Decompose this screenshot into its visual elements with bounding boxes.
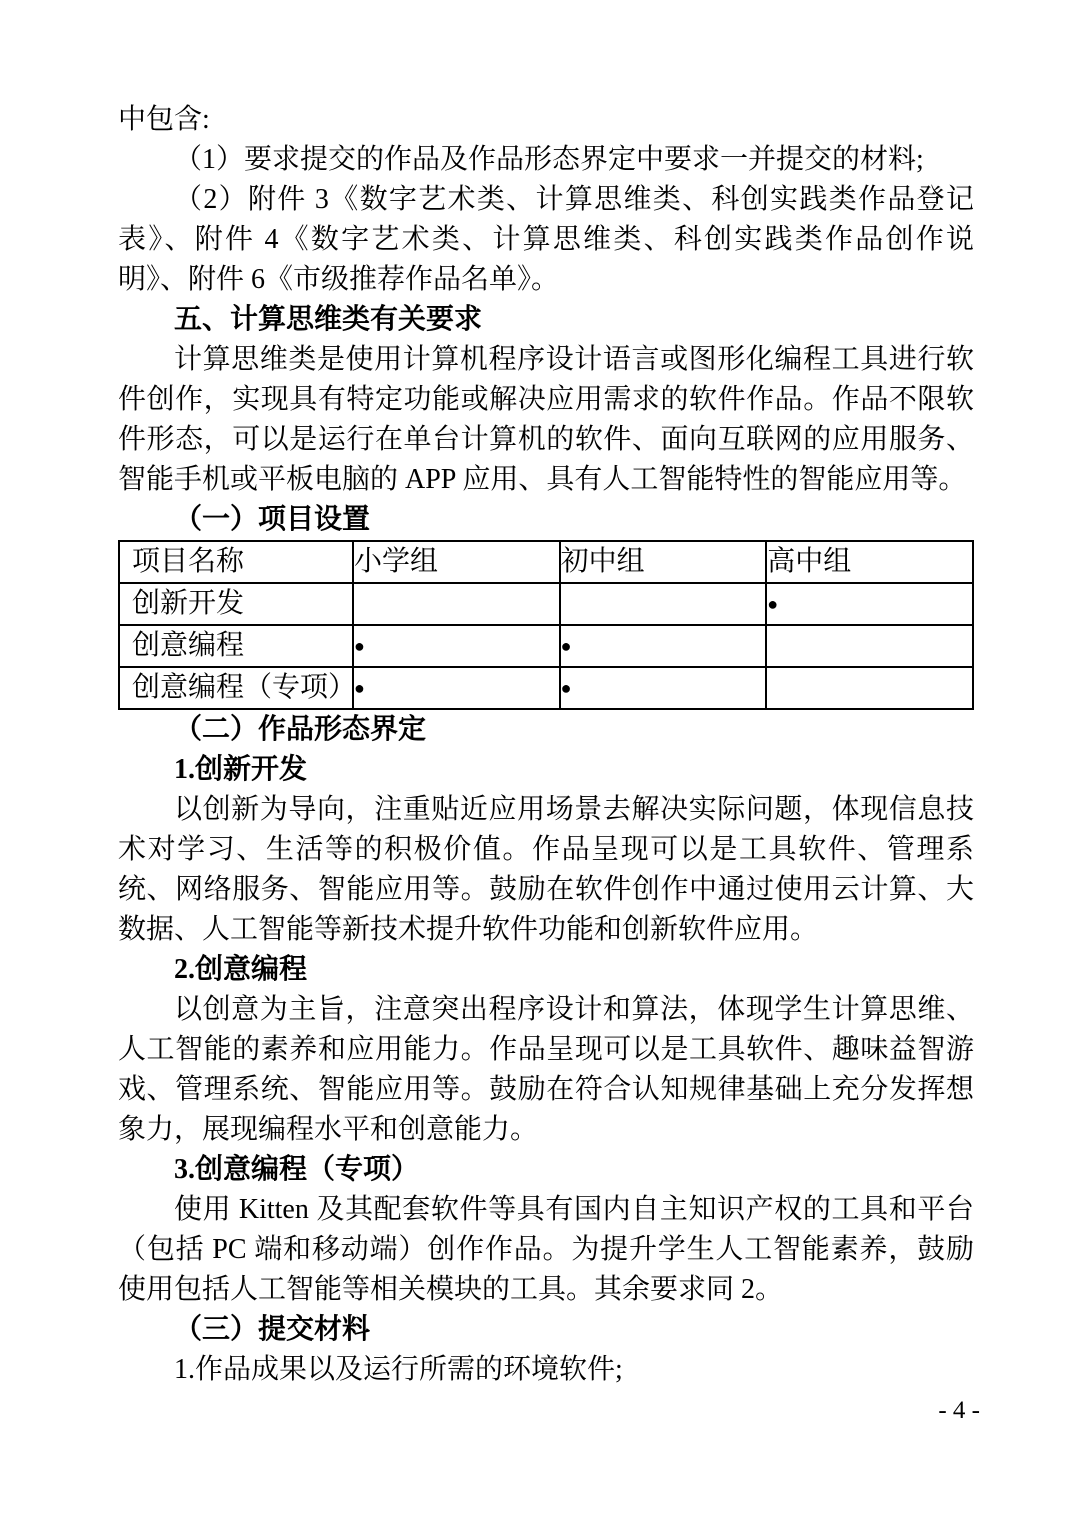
list-item-1: （1）要求提交的作品及作品形态界定中要求一并提交的材料; [174,144,924,175]
subsection-3-title: （三）提交材料 [174,1314,371,1345]
senior-group-mark-cell [766,625,973,667]
section-5-intro: 计算思维类是使用计算机程序设计语言或图形化编程工具进行软件创作，实现具有特定功能或解决应用需求的软件作品。作品不限软件形态，可以是运行在单台计算机的软件、面向互联网的应用服务、智能手机或平板电脑的 APP 应用、具有人工智能特性的智能应用等。 [118,344,974,495]
paragraph-continuation: 中包含: [118,104,210,135]
primary-group-mark-cell [353,583,560,625]
junior-group-mark-cell: ● [560,667,767,709]
form-item-1-body: 以创新为导向，注重贴近应用场景去解决实际问题，体现信息技术对学习、生活等的积极价值。作品呈现可以是工具软件、管理系统、网络服务、智能应用等。鼓励在软件创作中通过使用云计算、大数据、人工智能等新技术提升软件功能和创新软件应用。 [118,794,974,945]
table-header-row [119,541,973,583]
junior-group-mark-cell [560,583,767,625]
page-number: - 4 - [938,1397,980,1424]
page-content [118,100,974,1390]
form-item-2-body: 以创意为主旨，注意突出程序设计和算法，体现学生计算思维、人工智能的素养和应用能力。作品呈现可以是工具软件、趣味益智游戏、管理系统、智能应用等。鼓励在符合认知规律基础上充分发挥想象力，展现编程水平和创意能力。 [118,994,974,1145]
project-name-cell: 创意编程 [119,625,353,667]
column-header-primary-group: 小学组 [353,541,560,583]
table-row-creative-programming-special [119,667,973,709]
list-item-2: （2）附件 3《数字艺术类、计算思维类、科创实践类作品登记表》、附件 4《数字艺术类、计算思维类、科创实践类作品创作说明》、附件 6《市级推荐作品名单》。 [118,184,974,295]
project-name-cell: 创新开发 [119,583,353,625]
form-item-2-title: 2.创意编程 [174,954,308,985]
table-row-creative-programming [119,625,973,667]
column-header-project-name: 项目名称 [119,541,353,583]
subsection-2-title: （二）作品形态界定 [174,714,427,745]
column-header-senior-group: 高中组 [766,541,973,583]
senior-group-mark-cell [766,667,973,709]
junior-group-mark-cell: ● [560,625,767,667]
project-name-cell: 创意编程（专项） [119,667,353,709]
column-header-junior-group: 初中组 [560,541,767,583]
section-5-title: 五、计算思维类有关要求 [174,304,483,335]
form-item-3-title: 3.创意编程（专项） [174,1154,420,1185]
primary-group-mark-cell: ● [353,625,560,667]
submission-item-1: 1.作品成果以及运行所需的环境软件; [174,1354,623,1385]
form-item-3-body: 使用 Kitten 及其配套软件等具有国内自主知识产权的工具和平台（包括 PC 端和移动端）创作作品。为提升学生人工智能素养，鼓励使用包括人工智能等相关模块的工具。其余要求同 2。 [118,1194,974,1305]
senior-group-mark-cell: ● [766,583,973,625]
form-item-1-title: 1.创新开发 [174,754,308,785]
primary-group-mark-cell: ● [353,667,560,709]
project-settings-table [118,540,974,710]
table-row-innovation-dev [119,583,973,625]
subsection-1-title: （一）项目设置 [174,504,371,535]
